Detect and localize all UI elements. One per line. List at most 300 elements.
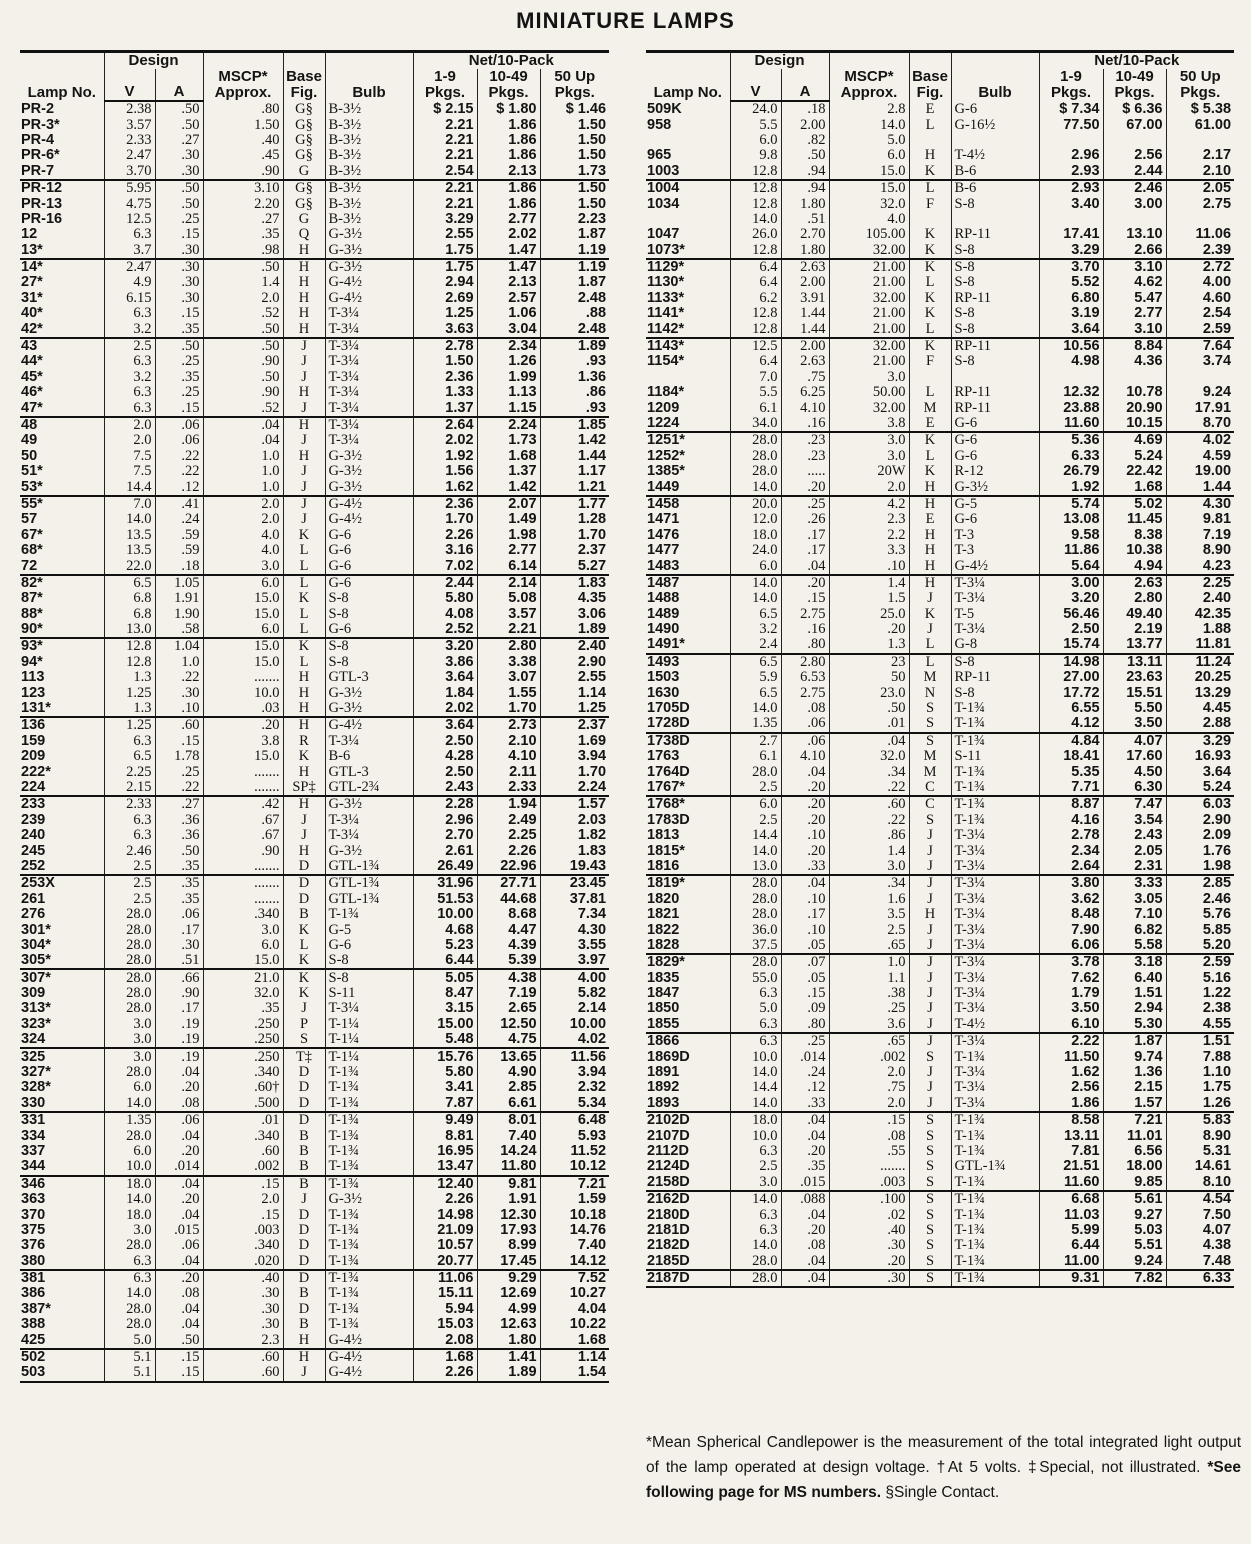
cell-lamp-no: 90*	[20, 622, 104, 638]
cell-price-10-49: 4.90	[477, 1065, 540, 1080]
cell-bulb: T-1¼	[325, 1032, 413, 1048]
cell-base-fig: M	[909, 400, 951, 415]
table-row	[646, 1065, 1234, 1080]
row-group	[646, 575, 1234, 654]
table-row	[20, 1048, 609, 1064]
cell-price-50-up: 7.40	[540, 1238, 609, 1253]
cell-amps: .50	[155, 180, 203, 196]
cell-price-10-49: 12.30	[477, 1207, 540, 1222]
cell-amps: .08	[781, 1238, 829, 1253]
cell-mscp: .500	[203, 1096, 283, 1112]
cell-base-fig: G§	[283, 180, 325, 196]
cell-volts: 6.3	[730, 1223, 781, 1238]
table-row	[20, 969, 609, 985]
cell-price-50-up: 8.70	[1166, 416, 1234, 432]
cell-amps: 3.91	[781, 291, 829, 306]
cell-amps: .75	[781, 370, 829, 385]
cell-lamp-no: 1385*	[647, 463, 685, 480]
cell-price-1-9: 16.95	[413, 1144, 477, 1159]
cell-lamp-no: 304*	[21, 937, 51, 953]
cell-price-50-up: 5.82	[540, 986, 609, 1001]
cell-lamp-no: 72	[20, 558, 104, 574]
cell-mscp: 2.5	[829, 922, 909, 937]
cell-volts: 28.0	[104, 922, 155, 937]
cell-amps: 6.53	[781, 670, 829, 685]
header-base: Base Fig.	[283, 52, 325, 102]
cell-amps: .06	[155, 1112, 203, 1128]
cell-price-1-9: 2.61	[413, 843, 477, 858]
cell-bulb: T-3¼	[951, 843, 1039, 858]
cell-price-50-up: 1.54	[540, 1365, 609, 1381]
cell-lamp-no: 57	[21, 512, 38, 528]
cell-amps: .15	[155, 227, 203, 242]
cell-mscp: .340	[203, 1128, 283, 1143]
cell-amps: .10	[781, 892, 829, 907]
cell-base-fig: H	[283, 259, 325, 275]
cell-mscp: 2.0	[829, 1065, 909, 1080]
cell-price-1-9: 15.76	[413, 1048, 477, 1064]
cell-bulb: T-3¼	[951, 1001, 1039, 1016]
cell-bulb: T-3¼	[951, 938, 1039, 954]
cell-price-50-up: 1.19	[540, 243, 609, 259]
cell-price-50-up: 2.23	[540, 212, 609, 227]
cell-mscp: .25	[829, 1001, 909, 1016]
cell-volts: 28.0	[730, 907, 781, 922]
cell-price-1-9: 11.06	[413, 1270, 477, 1286]
cell-volts: 12.8	[730, 196, 781, 211]
cell-bulb: T-3¼	[951, 892, 1039, 907]
cell-price-50-up	[1166, 212, 1234, 227]
cell-amps: .20	[781, 780, 829, 796]
table-row	[646, 1128, 1234, 1143]
cell-price-1-9: 1.62	[1039, 1065, 1103, 1080]
cell-base-fig: G§	[283, 133, 325, 148]
cell-volts: 3.2	[104, 321, 155, 337]
cell-amps: .15	[155, 400, 203, 416]
table-row	[646, 117, 1234, 132]
row-group	[20, 969, 609, 1048]
cell-mscp: 1.50	[203, 117, 283, 132]
cell-price-1-9: 7.81	[1039, 1144, 1103, 1159]
cell-mscp: 4.0	[203, 543, 283, 558]
cell-lamp-no: PR-13	[21, 196, 63, 212]
cell-volts: 13.0	[104, 622, 155, 638]
header-lamp-no: Lamp No.	[646, 52, 730, 102]
cell-volts: 6.0	[730, 558, 781, 574]
cell-mscp: .15	[203, 1176, 283, 1192]
footnote-see-ms: *See following page for MS numbers.	[646, 1459, 1241, 1501]
cell-price-10-49: 17.93	[477, 1223, 540, 1238]
cell-lamp-no: 301*	[21, 922, 51, 938]
cell-mscp: .40	[829, 1223, 909, 1238]
cell-mscp: 3.0	[829, 432, 909, 448]
cell-price-10-49: 13.11	[1103, 654, 1166, 670]
cell-volts: 14.0	[730, 591, 781, 606]
cell-price-1-9: 7.02	[413, 558, 477, 574]
cell-volts: 2.0	[104, 417, 155, 433]
cell-amps: .26	[781, 512, 829, 527]
cell-price-50-up: 2.90	[540, 655, 609, 670]
cell-price-50-up: 1.76	[1166, 843, 1234, 858]
table-row	[20, 543, 609, 558]
cell-price-10-49: 10.38	[1103, 543, 1166, 558]
cell-volts: 7.0	[730, 370, 781, 385]
row-group	[646, 101, 1234, 180]
cell-base-fig	[909, 133, 951, 148]
cell-bulb: T-3¼	[951, 1033, 1039, 1049]
cell-amps: .59	[155, 528, 203, 543]
cell-amps: .30	[155, 164, 203, 180]
cell-lamp-no: 2180D	[647, 1207, 690, 1223]
table-row	[20, 875, 609, 891]
table-row	[20, 164, 609, 180]
cell-volts: 2.5	[104, 892, 155, 907]
table-row	[20, 843, 609, 858]
cell-price-10-49: 44.68	[477, 892, 540, 907]
table-row	[646, 685, 1234, 700]
cell-mscp: 2.3	[203, 1332, 283, 1348]
cell-base-fig: H	[909, 558, 951, 574]
cell-price-10-49: 2.77	[477, 543, 540, 558]
cell-volts: 18.0	[104, 1176, 155, 1192]
cell-base-fig: H	[909, 479, 951, 495]
cell-bulb: T-1¾	[325, 1096, 413, 1112]
cell-lamp-no: 1209	[647, 400, 680, 416]
table-row	[646, 496, 1234, 512]
cell-price-10-49: 1.73	[477, 433, 540, 448]
table-row	[20, 1144, 609, 1159]
cell-mscp: .35	[203, 1001, 283, 1016]
row-group	[20, 259, 609, 338]
cell-price-50-up: 1.69	[540, 734, 609, 749]
cell-price-1-9: 3.86	[413, 655, 477, 670]
cell-base-fig: G§	[283, 196, 325, 211]
cell-price-1-9: 1.92	[413, 449, 477, 464]
cell-bulb: T-3¼	[325, 433, 413, 448]
cell-price-10-49: 9.81	[477, 1176, 540, 1192]
cell-mscp: .34	[829, 875, 909, 891]
cell-lamp-no: 502	[21, 1349, 46, 1366]
table-row	[646, 970, 1234, 985]
cell-amps: .33	[781, 1096, 829, 1112]
cell-amps: .04	[781, 558, 829, 574]
cell-price-10-49: 1.51	[1103, 986, 1166, 1001]
cell-price-10-49: 9.74	[1103, 1049, 1166, 1064]
cell-mscp: 32.00	[829, 400, 909, 415]
cell-base-fig: J	[909, 843, 951, 858]
cell-amps: 2.00	[781, 117, 829, 132]
table-row	[646, 196, 1234, 211]
cell-volts: 12.8	[730, 180, 781, 196]
cell-amps: 6.25	[781, 385, 829, 400]
table-row	[20, 464, 609, 479]
cell-price-50-up: 3.64	[1166, 764, 1234, 779]
cell-lamp-no: 305*	[20, 953, 104, 969]
cell-bulb: RP-11	[951, 291, 1039, 306]
cell-base-fig: J	[283, 433, 325, 448]
table-row	[20, 417, 609, 433]
footnote-ddagger: ‡Special, not illustrated.	[1028, 1459, 1201, 1476]
cell-amps: .30	[155, 938, 203, 953]
table-row	[20, 764, 609, 779]
cell-price-1-9: 3.20	[413, 638, 477, 654]
cell-bulb: G-6	[325, 543, 413, 558]
cell-bulb: T-1¾	[951, 701, 1039, 716]
cell-base-fig: L	[283, 558, 325, 574]
cell-price-10-49: 18.00	[1103, 1159, 1166, 1174]
cell-lamp-no: 2107D	[647, 1128, 690, 1144]
cell-volts: 12.8	[730, 321, 781, 337]
cell-base-fig: K	[283, 749, 325, 764]
cell-bulb: T-3¼	[951, 1080, 1039, 1095]
cell-price-1-9: 4.08	[413, 607, 477, 622]
cell-lamp-no: 325	[21, 1048, 46, 1065]
cell-price-10-49: 3.00	[1103, 196, 1166, 211]
cell-price-1-9: 1.75	[413, 243, 477, 259]
cell-bulb: G-6	[325, 528, 413, 543]
row-group	[20, 638, 609, 717]
table-row	[20, 385, 609, 400]
cell-bulb: G-3½	[951, 479, 1039, 495]
cell-mscp: 5.0	[829, 133, 909, 148]
cell-volts: 12.0	[730, 512, 781, 527]
cell-base-fig: G	[283, 212, 325, 227]
cell-lamp-no: 363	[21, 1191, 46, 1208]
table-row	[646, 1159, 1234, 1174]
cell-price-10-49: 2.49	[477, 813, 540, 828]
cell-price-10-49: 2.63	[1103, 575, 1166, 591]
cell-price-10-49: 2.34	[477, 338, 540, 354]
cell-price-1-9: 3.70	[1039, 259, 1103, 275]
cell-price-1-9: 1.92	[1039, 479, 1103, 495]
cell-amps: .25	[781, 1033, 829, 1049]
cell-price-10-49: 2.46	[1103, 180, 1166, 196]
cell-volts: 6.3	[730, 1017, 781, 1033]
cell-lamp-no: 1073*	[646, 243, 730, 259]
cell-lamp-no: 324	[20, 1032, 104, 1048]
cell-price-50-up: 10.00	[540, 1017, 609, 1032]
cell-lamp-no: 375	[21, 1222, 46, 1238]
table-row	[646, 558, 1234, 574]
cell-lamp-no: 45*	[21, 369, 43, 385]
cell-price-50-up: 2.39	[1166, 243, 1234, 259]
cell-amps: .15	[781, 986, 829, 1001]
cell-price-50-up: 1.36	[540, 370, 609, 385]
cell-volts: 28.0	[730, 875, 781, 891]
cell-price-1-9: 5.36	[1039, 432, 1103, 448]
cell-bulb	[951, 212, 1039, 227]
cell-mscp: 21.00	[829, 354, 909, 369]
cell-bulb: G-6	[325, 622, 413, 638]
cell-price-1-9: 3.64	[413, 670, 477, 685]
cell-price-1-9: 2.50	[1039, 622, 1103, 637]
cell-bulb: T-1¾	[951, 1112, 1039, 1128]
cell-mscp: .67	[203, 813, 283, 828]
cell-amps: .16	[781, 416, 829, 432]
cell-price-1-9: 5.48	[413, 1032, 477, 1048]
cell-volts: 28.0	[730, 764, 781, 779]
cell-mscp: 3.3	[829, 543, 909, 558]
cell-volts: 28.0	[730, 464, 781, 479]
cell-mscp: .75	[829, 1080, 909, 1095]
cell-price-1-9: 5.64	[1039, 558, 1103, 574]
cell-bulb: T-3¼	[325, 734, 413, 749]
cell-bulb: T-1¾	[325, 1080, 413, 1095]
table-row	[646, 954, 1234, 970]
cell-price-10-49: 1.70	[477, 701, 540, 717]
cell-lamp-no	[646, 133, 730, 148]
cell-base-fig: H	[283, 843, 325, 858]
table-row	[646, 180, 1234, 196]
cell-price-50-up: 1.70	[540, 528, 609, 543]
cell-mscp: .......	[203, 859, 283, 875]
cell-price-50-up: 14.12	[540, 1254, 609, 1270]
cell-lamp-no: 1004	[647, 180, 680, 197]
table-row	[646, 370, 1234, 385]
cell-amps: 1.44	[781, 306, 829, 321]
cell-price-10-49: 2.05	[1103, 843, 1166, 858]
cell-lamp-no: 331	[21, 1112, 46, 1129]
cell-price-1-9: 2.21	[413, 180, 477, 196]
cell-base-fig: H	[283, 306, 325, 321]
cell-mscp: .50	[203, 370, 283, 385]
cell-volts: 6.3	[104, 813, 155, 828]
cell-lamp-no: 2185D	[646, 1254, 730, 1270]
cell-volts: 28.0	[104, 938, 155, 953]
cell-price-1-9: 2.44	[413, 575, 477, 591]
cell-lamp-no: 87*	[21, 591, 43, 607]
cell-base-fig: K	[909, 243, 951, 259]
cell-amps: .25	[155, 764, 203, 779]
cell-amps: .30	[155, 259, 203, 275]
cell-bulb: G-3½	[325, 449, 413, 464]
cell-price-1-9: 56.46	[1039, 607, 1103, 622]
table-row	[20, 655, 609, 670]
cell-mscp: 14.0	[829, 117, 909, 132]
cell-bulb: T-1¾	[951, 813, 1039, 828]
cell-price-10-49: 4.94	[1103, 558, 1166, 574]
cell-mscp: .002	[203, 1159, 283, 1175]
cell-price-10-49: 8.99	[477, 1238, 540, 1253]
cell-price-1-9: 6.06	[1039, 938, 1103, 954]
cell-amps: .30	[155, 243, 203, 259]
cell-price-10-49: 2.56	[1103, 148, 1166, 163]
cell-mscp: 3.0	[829, 859, 909, 875]
cell-mscp: 105.00	[829, 227, 909, 242]
cell-volts: 24.0	[730, 543, 781, 558]
cell-price-10-49: 7.21	[1103, 1112, 1166, 1128]
cell-volts: 24.0	[730, 101, 781, 117]
cell-mscp: .90	[203, 354, 283, 369]
cell-lamp-no: 27*	[21, 275, 43, 291]
table-row	[20, 1112, 609, 1128]
cell-mscp: .86	[829, 828, 909, 843]
cell-base-fig: H	[283, 796, 325, 812]
cell-base-fig: E	[909, 101, 951, 117]
cell-bulb: T-1¼	[325, 1017, 413, 1032]
cell-base-fig: S	[909, 1128, 951, 1143]
cell-lamp-no: 88*	[21, 606, 43, 622]
cell-price-10-49: 7.47	[1103, 796, 1166, 812]
cell-bulb: G-4½	[325, 1332, 413, 1348]
table-row	[20, 1128, 609, 1143]
cell-volts: 6.0	[730, 133, 781, 148]
cell-lamp-no: 1034	[647, 196, 680, 212]
cell-price-1-9: 2.26	[413, 1192, 477, 1207]
cell-volts: 26.0	[730, 227, 781, 242]
cell-price-50-up: 1.68	[540, 1332, 609, 1348]
cell-price-1-9: 6.44	[1039, 1238, 1103, 1253]
cell-price-1-9: 3.64	[1039, 321, 1103, 337]
cell-mscp: .002	[829, 1049, 909, 1064]
cell-lamp-no: 1738D	[647, 732, 690, 749]
table-row	[646, 449, 1234, 464]
cell-volts: 5.5	[730, 385, 781, 400]
cell-price-10-49: 3.38	[477, 655, 540, 670]
cell-lamp-no: 346	[21, 1175, 46, 1192]
cell-bulb: T-3¼	[951, 859, 1039, 875]
cell-lamp-no: 337	[21, 1143, 46, 1159]
table-row	[646, 1238, 1234, 1253]
cell-price-10-49: 2.80	[477, 638, 540, 654]
cell-price-10-49: 1.47	[477, 243, 540, 259]
cell-volts: 28.0	[730, 449, 781, 464]
cell-base-fig: D	[283, 1112, 325, 1128]
cell-base-fig: H	[283, 417, 325, 433]
cell-mscp: 4.2	[829, 496, 909, 512]
cell-volts: 14.0	[104, 1286, 155, 1301]
cell-volts: 3.2	[730, 622, 781, 637]
cell-mscp: 6.0	[203, 575, 283, 591]
cell-price-10-49: 2.07	[477, 496, 540, 512]
cell-mscp: 1.4	[203, 275, 283, 290]
cell-price-50-up: 23.45	[540, 875, 609, 891]
cell-base-fig: J	[909, 1065, 951, 1080]
cell-lamp-no: 1224	[646, 416, 730, 432]
cell-mscp: 6.0	[829, 148, 909, 163]
cell-volts: 12.5	[730, 338, 781, 354]
cell-base-fig: S	[909, 1254, 951, 1270]
cell-amps: .58	[155, 622, 203, 638]
cell-mscp: .100	[829, 1191, 909, 1207]
cell-volts: 28.0	[104, 1317, 155, 1332]
cell-mscp: 15.0	[829, 180, 909, 196]
cell-base-fig: H	[283, 685, 325, 700]
table-row	[20, 243, 609, 259]
row-group	[20, 796, 609, 875]
table-row	[20, 717, 609, 733]
cell-price-1-9: 2.55	[413, 227, 477, 242]
cell-amps: .17	[781, 528, 829, 543]
cell-amps: .33	[781, 859, 829, 875]
cell-bulb: T-1¾	[951, 1191, 1039, 1207]
table-row	[646, 622, 1234, 637]
table-row	[20, 670, 609, 685]
cell-bulb: T-1¾	[325, 1159, 413, 1175]
cell-volts: 12.5	[104, 212, 155, 227]
cell-base-fig: G§	[283, 117, 325, 132]
cell-mscp: .65	[829, 1033, 909, 1049]
cell-volts: 2.15	[104, 780, 155, 796]
table-row	[20, 1317, 609, 1332]
cell-bulb: T-1¾	[325, 1065, 413, 1080]
cell-amps: .25	[781, 496, 829, 512]
cell-price-1-9: 15.03	[413, 1317, 477, 1332]
cell-price-10-49: 11.45	[1103, 512, 1166, 527]
cell-price-50-up: 11.81	[1166, 637, 1234, 653]
cell-lamp-no: 1251*	[647, 432, 685, 449]
cell-mscp: .......	[203, 875, 283, 891]
